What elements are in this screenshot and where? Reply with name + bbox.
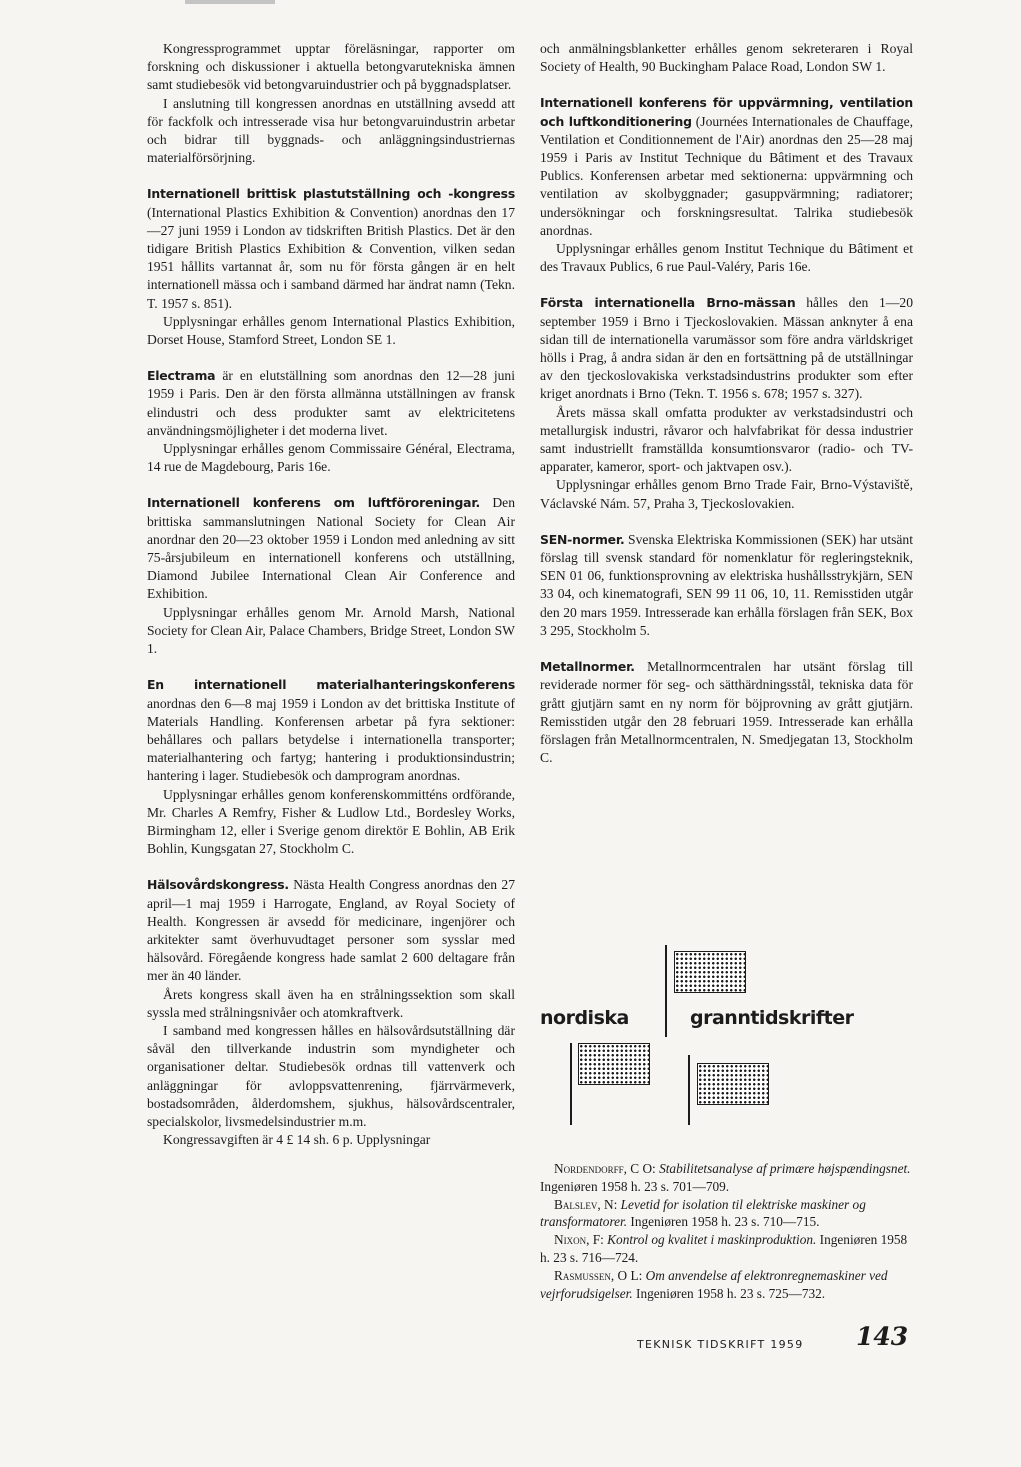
article-clean-air: Internationell konferens om luftföroreningar. Den brittiska sammanslutningen National Society for Clean Air anordnar den 20—23 oktober 1959 i London med anledning av sitt 75-årsjubileum en internationell konferens och utställning, Diamond Jubilee International Clean Air Conference and Exhibition. [147, 495, 515, 602]
article-paragraph: I anslutning till kongressen anordnas en utställning avsedd att för fackfolk och intresserade visa hur betongvaruindustrin arbetar och bidrar till byggnads- och anläggningsindustriernas materialförsörjning. [147, 95, 515, 166]
logo-word-left: nordiska [540, 1007, 629, 1029]
left-column [147, 40, 515, 1149]
article-electrama: Electrama är en elutställning som anordnas den 12—28 juni 1959 i Paris. Den är den första allmänna utställningen av fransk elindustri och dess produkter samt av elektricitetens användningsmöjligheter i det moderna livet. [147, 368, 515, 438]
flag-icon [674, 951, 746, 993]
article-paragraph: Upplysningar erhålles genom International Plastics Exhibition, Dorset House, Stamford Street, London SE 1. [147, 313, 515, 348]
article-paragraph: Upplysningar erhålles genom Commissaire Général, Electrama, 14 rue de Magdebourg, Paris 16e. [147, 441, 515, 475]
reference-item: Rasmussen, O L: Om anvendelse af elektronregnemaskiner ved vejrforudsigelser. Ingeniøren 1958 h. 23 s. 725—732. [540, 1267, 888, 1301]
article-paragraph: och anmälningsblanketter erhålles genom sekreteraren i Royal Society of Health, 90 Buckingham Palace Road, London SW 1. [540, 41, 913, 75]
reference-item: Nixon, F: Kontrol og kvalitet i maskinproduktion. Ingeniøren 1958 h. 23 s. 716—724. [540, 1232, 908, 1265]
article-heading: Internationell brittisk plastutställning och -kongress [147, 186, 515, 202]
binding-mark [185, 0, 275, 4]
article-heading: Internationell konferens för uppvärmning, ventilation och luftkonditionering [540, 95, 913, 129]
page-number: 143 [856, 1322, 909, 1351]
flag-pole [688, 1055, 690, 1125]
article-heading: SEN-normer. [540, 531, 625, 547]
flag-icon [697, 1063, 769, 1105]
article-paragraph: Upplysningar erhålles genom konferenskommitténs ordförande, Mr. Charles A Remfry, Fisher & Ludlow Ltd., Bordesley Works, Birmingham 12, eller i Sverige genom direktör E Bohlin, AB Erik Bohlin, Kungsgatan 27, Stockholm C. [147, 786, 515, 857]
reference-item: Balslev, N: Levetid for isolation til elektriske maskiner og transformatorer. Ingeniøren 1958 h. 23 s. 710—715. [540, 1196, 866, 1230]
nordiska-granntidskrifter-logo [540, 945, 920, 1125]
reference-list [540, 1160, 917, 1302]
article-sen-standards: SEN-normer. Svenska Elektriska Kommissionen (SEK) har utsänt förslag till svensk standard för nomenklatur för regleringsteknik, SEN 01 06, funktionsprovning av elektriska hushållsstrykjärn, SEN 33 04, och kinematografi, SEN 99 11 06, 10, 11. Remisstiden utgår den 20 mars 1959. Intresserade kan erhålla förslagen från SEK, Box 3 295, Stockholm 5. [540, 531, 913, 638]
article-health-congress: Hälsovårdskongress. Nästa Health Congress anordnas den 27 april—1 maj 1959 i Harrogate, England, av Royal Society of Health. Kongressen är avsedd för medicinare, ingenjörer och arkitekter samt överhuvudtaget personer som sysslar med hälsovård. Föregående kongress hade samlat 2 600 deltagare från mer än 40 länder. [147, 877, 515, 984]
article-paragraph: Upplysningar erhålles genom Brno Trade Fair, Brno-Výstaviště, Václavské Nám. 57, Praha 3, Tjeckoslovakien. [540, 477, 913, 511]
logo-word-right: granntidskrifter [690, 1007, 854, 1029]
article-heading: Hälsovårdskongress. [147, 877, 289, 893]
flag-pole [665, 945, 667, 1037]
article-paragraph: Upplysningar erhålles genom Mr. Arnold Marsh, National Society for Clean Air, Palace Chambers, Bridge Street, London SW 1. [147, 604, 515, 657]
article-brno-fair: Första internationella Brno-mässan hålles den 1—20 september 1959 i Brno i Tjeckoslovakien. Mässan anknyter å ena sidan till de internationella varumässor som före andra världskriget hölls i Prag, å andra sidan är den en fortsättning på de utställningar av den tjeckoslovakiska verkstadsindustrins produkter som efter kriget anordnats i Brno (Tekn. T. 1956 s. 678; 1957 s. 327). [540, 295, 914, 402]
article-paragraph: Upplysningar erhålles genom Institut Technique du Bâtiment et des Travaux Publics, 6 rue Paul-Valéry, Paris 16e. [540, 241, 913, 275]
article-materials-handling: En internationell materialhanteringskonferens anordnas den 6—8 maj 1959 i London av det brittiska Institute of Materials Handling. Konferensen arbetar på fyra sektioner: behållares och pallars betydelse i internationella transporter; materialhantering och fartyg; hantering i produktionsindustrin; hantering i lager. Studiebesök och damprogram anordnas. [147, 677, 515, 784]
article-paragraph: Årets mässa skall omfatta produkter av verkstadsindustri och metallurgisk industri, råvaror och halvfabrikat för dessa industrier samt industriellt framställda konsumtionsvaror (radio- och TV-apparater, kameror, sport- och jaktvapen osv.). [540, 404, 913, 475]
article-heading: En internationell materialhanteringskonferens [147, 677, 515, 693]
article-heading: Internationell konferens om luftföroreningar. [147, 495, 480, 511]
reference-item: Nordendorff, C O: Stabilitetsanalyse af primære højspændingsnet. Ingeniøren 1958 h. 23 s. 701—709. [540, 1161, 911, 1194]
article-heading: Electrama [147, 368, 216, 384]
article-heading: Metallnormer. [540, 659, 635, 675]
article-paragraph: Kongressavgiften är 4 £ 14 sh. 6 p. Upplysningar [163, 1132, 431, 1148]
article-plastics: Internationell brittisk plastutställning och -kongress (International Plastics Exhibition & Convention) anordnas den 17—27 juni 1959 i London av tidskriften British Plastics. Det är den tidigare British Plastics Exhibition & Convention, vilken sedan 1951 hållits vartannat år, som nu för första gången är en helt internationell mässa och i samband därmed har ändrat namn (Tekn. T. 1957 s. 851). [147, 186, 515, 311]
article-heading: Första internationella Brno-mässan [540, 295, 796, 311]
article-metal-standards: Metallnormer. Metallnormcentralen har utsänt förslag till reviderade normer för seg- och sätthärdningsstål, tekniska data för grått gjutjärn samt en ny norm för böjprovning av grått gjutjärn. Remisstiden utgår den 28 februari 1959. Intresserade kan erhålla förslagen från Metallnormcentralen, N. Smedjegatan 13, Stockholm C. [540, 659, 914, 766]
article-heating-conference: Internationell konferens för uppvärmning, ventilation och luftkonditionering (Journées Internationales de Chauffage, Ventilation et Conditionnement de l'Air) anordnas den 25—28 maj 1959 i Paris av Institut Technique du Bâtiment et des Travaux Publics. Konferensen arbetar med sektionerna: uppvärmning och ventilation av skolbyggnader; gasuppvärmning; radiatorer; undersökningar och forskningsresultat. Talrika studiebesök anordnas. [540, 95, 914, 238]
flag-pole [570, 1043, 572, 1125]
flag-icon [578, 1043, 650, 1085]
running-footer: TEKNISK TIDSKRIFT 1959 [637, 1338, 804, 1351]
right-column [540, 40, 913, 767]
article-paragraph: I samband med kongressen hålles en hälsovårdsutställning där såväl den tillverkande industrin som myndigheter och organisationer deltar. Studiebesök ordnas till vattenverk och anläggningar för avloppsvattenrening, fjärrvärmeverk, bostadsområden, ålderdomshem, sjukhus, hälsovårdscentraler, specialskolor, livsmedelsindustrier m.m. [147, 1022, 515, 1129]
article-paragraph: Kongressprogrammet upptar föreläsningar, rapporter om forskning och diskussioner i aktuella betongvarutekniska ämnen samt studiebesök vid betongvaruindustrier och på byggnadsplatser. [147, 41, 515, 93]
article-paragraph: Årets kongress skall även ha en strålningssektion som skall syssla med strålningsnivåer och atomkraftverk. [147, 986, 515, 1020]
